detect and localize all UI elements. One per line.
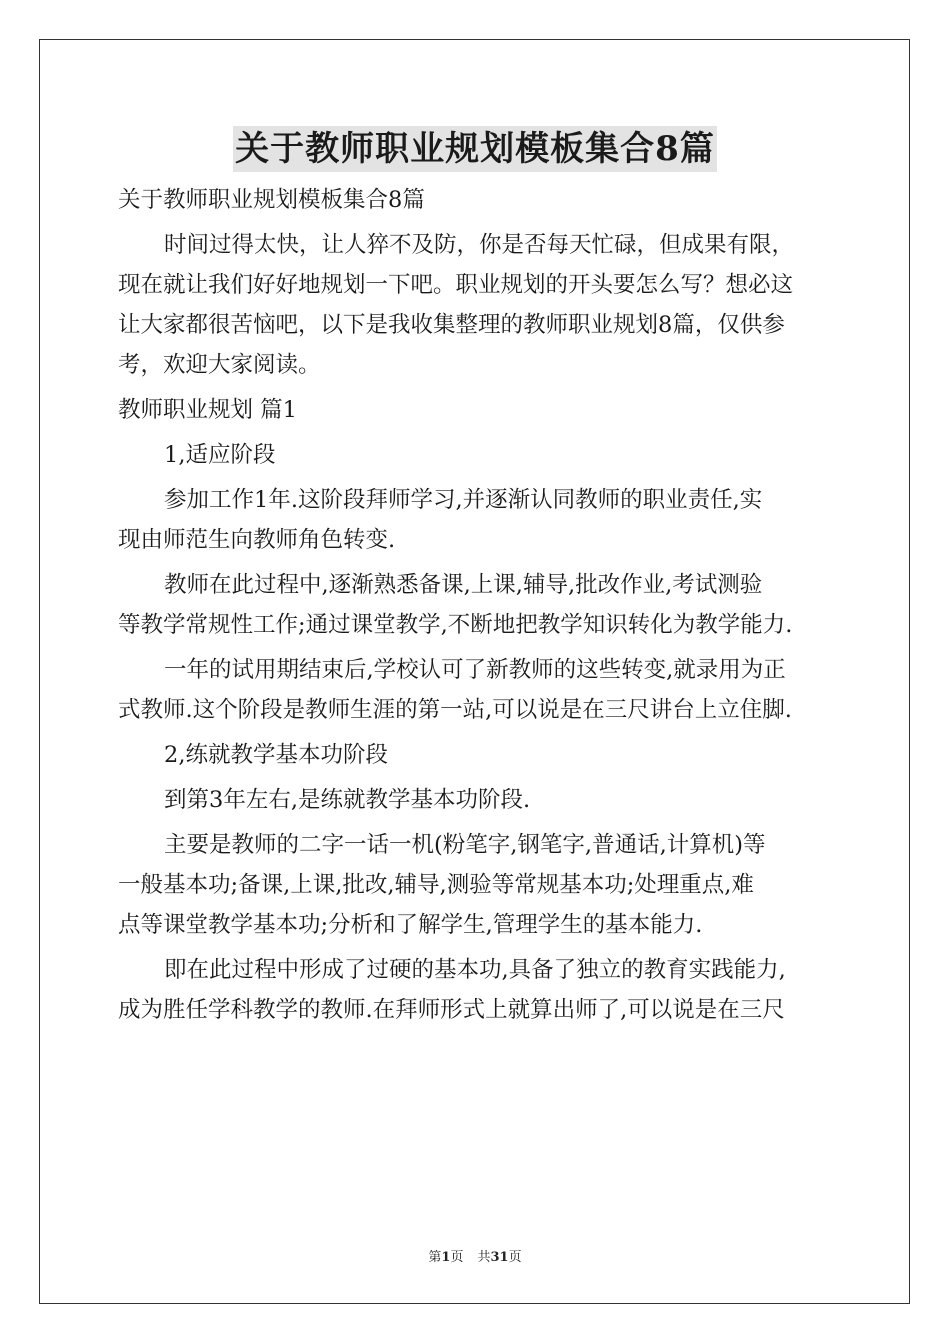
paragraph-line: 点等课堂教学基本功;分析和了解学生,管理学生的基本能力. <box>118 912 703 938</box>
page-prefix: 第 <box>428 1250 442 1265</box>
paragraph-line: 主要是教师的二字一话一机(粉笔字,钢笔字,普通话,计算机)等 <box>164 832 766 858</box>
paragraph-line: 现在就让我们好好地规划一下吧。职业规划的开头要怎么写？想必这 <box>118 272 794 298</box>
document-subtitle: 关于教师职业规划模板集合8篇 <box>118 187 425 213</box>
title-container <box>0 126 950 172</box>
paragraph-line: 现由师范生向教师角色转变. <box>118 527 396 553</box>
paragraph-line: 等教学常规性工作;通过课堂教学,不断地把教学知识转化为教学能力. <box>118 612 793 638</box>
paragraph-line: 让大家都很苦恼吧，以下是我收集整理的教师职业规划8篇，仅供参 <box>118 312 785 338</box>
section-heading: 教师职业规划 篇1 <box>118 397 297 423</box>
paragraph <box>118 565 838 645</box>
page-number: 1 <box>441 1250 451 1265</box>
page-suffix: 页 <box>450 1250 464 1265</box>
paragraph <box>118 950 838 1030</box>
paragraph-line: 到第3年左右,是练就教学基本功阶段. <box>164 787 531 813</box>
paragraph-line: 一般基本功;备课,上课,批改,辅导,测验等常规基本功;处理重点,难 <box>118 872 754 898</box>
page-footer <box>0 1246 950 1265</box>
paragraph <box>118 780 838 820</box>
paragraph-line: 时间过得太快，让人猝不及防，你是否每天忙碌，但成果有限， <box>164 232 795 258</box>
document-body <box>118 180 838 1030</box>
paragraph-line: 成为胜任学科教学的教师.在拜师形式上就算出师了,可以说是在三尺 <box>118 997 785 1023</box>
document-title: 关于教师职业规划模板集合8篇 <box>233 126 717 172</box>
total-prefix: 共 <box>477 1250 491 1265</box>
paragraph-line: 参加工作1年.这阶段拜师学习,并逐渐认同教师的职业责任,实 <box>164 487 763 513</box>
total-pages: 31 <box>490 1250 509 1265</box>
intro-paragraph <box>118 225 838 385</box>
paragraph-line: 考，欢迎大家阅读。 <box>118 352 321 378</box>
stage-heading: 1,适应阶段 <box>164 442 276 468</box>
paragraph <box>118 650 838 730</box>
paragraph-line: 即在此过程中形成了过硬的基本功,具备了独立的教育实践能力, <box>164 957 786 983</box>
paragraph-line: 式教师.这个阶段是教师生涯的第一站,可以说是在三尺讲台上立住脚. <box>118 697 792 723</box>
paragraph-line: 一年的试用期结束后,学校认可了新教师的这些转变,就录用为正 <box>164 657 786 683</box>
paragraph <box>118 480 838 560</box>
total-suffix: 页 <box>508 1250 522 1265</box>
stage-heading: 2,练就教学基本功阶段 <box>164 742 388 768</box>
paragraph <box>118 825 838 945</box>
paragraph-line: 教师在此过程中,逐渐熟悉备课,上课,辅导,批改作业,考试测验 <box>164 572 763 598</box>
